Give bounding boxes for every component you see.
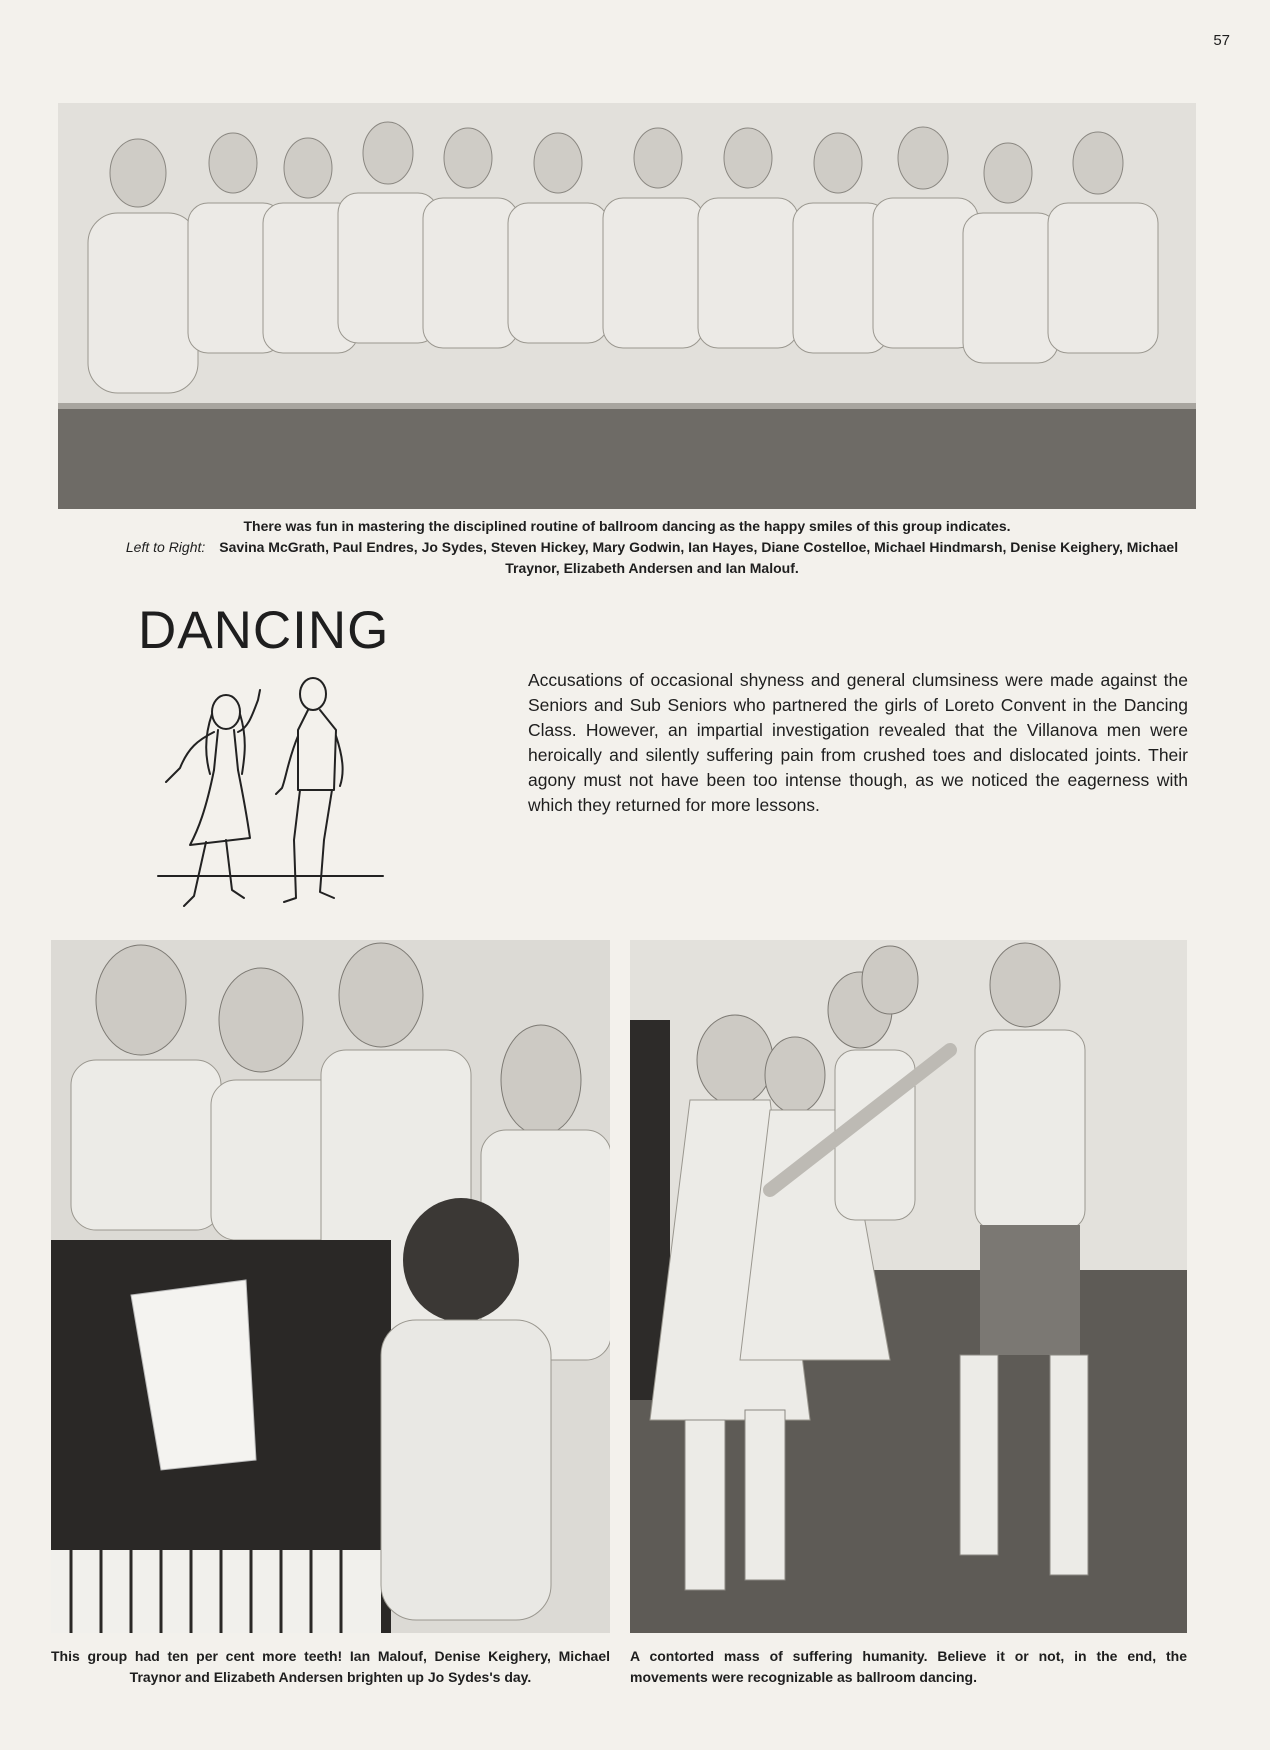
dancing-photo	[630, 940, 1187, 1633]
dancing-photo-caption: A contorted mass of suffering humanity. Believe it or not, in the end, the movements were recognizable as ballroom dancing.	[630, 1648, 1187, 1685]
dancers-illustration	[148, 670, 398, 925]
credits-names: Savina McGrath, Paul Endres, Jo Sydes, Steven Hickey, Mary Godwin, Ian Hayes, Diane Costelloe, Michael Hindmarsh, Denise Keighery, Michael Traynor, Elizabeth Andersen and Ian Malouf.	[219, 539, 1179, 576]
group-photo	[58, 103, 1196, 509]
article-body: Accusations of occasional shyness and general clumsiness were made against the Seniors and Sub Seniors who partnered the girls of Loreto Convent in the Dancing Class. However, an impartial investigation revealed that the Villanova men were heroically and silently suffering pain from crushed toes and dislocated joints. Their agony must not have been too intense though, as we noticed the eagerness with which they returned for more lessons.	[528, 670, 1188, 815]
piano-photo-caption: This group had ten per cent more teeth! Ian Malouf, Denise Keighery, Michael Traynor and Elizabeth Andersen brighten up Jo Sydes's day.	[51, 1648, 610, 1685]
page-number: 57	[1213, 32, 1230, 49]
page-title: DANCING	[138, 601, 390, 660]
top-photo-credits	[58, 537, 1196, 579]
top-photo-caption	[58, 516, 1196, 579]
piano-group-photo	[51, 940, 610, 1633]
top-photo-caption-text: There was fun in mastering the disciplined routine of ballroom dancing as the happy smiles of this group indicates.	[243, 518, 1011, 534]
credits-label: Left to Right:	[125, 539, 206, 555]
